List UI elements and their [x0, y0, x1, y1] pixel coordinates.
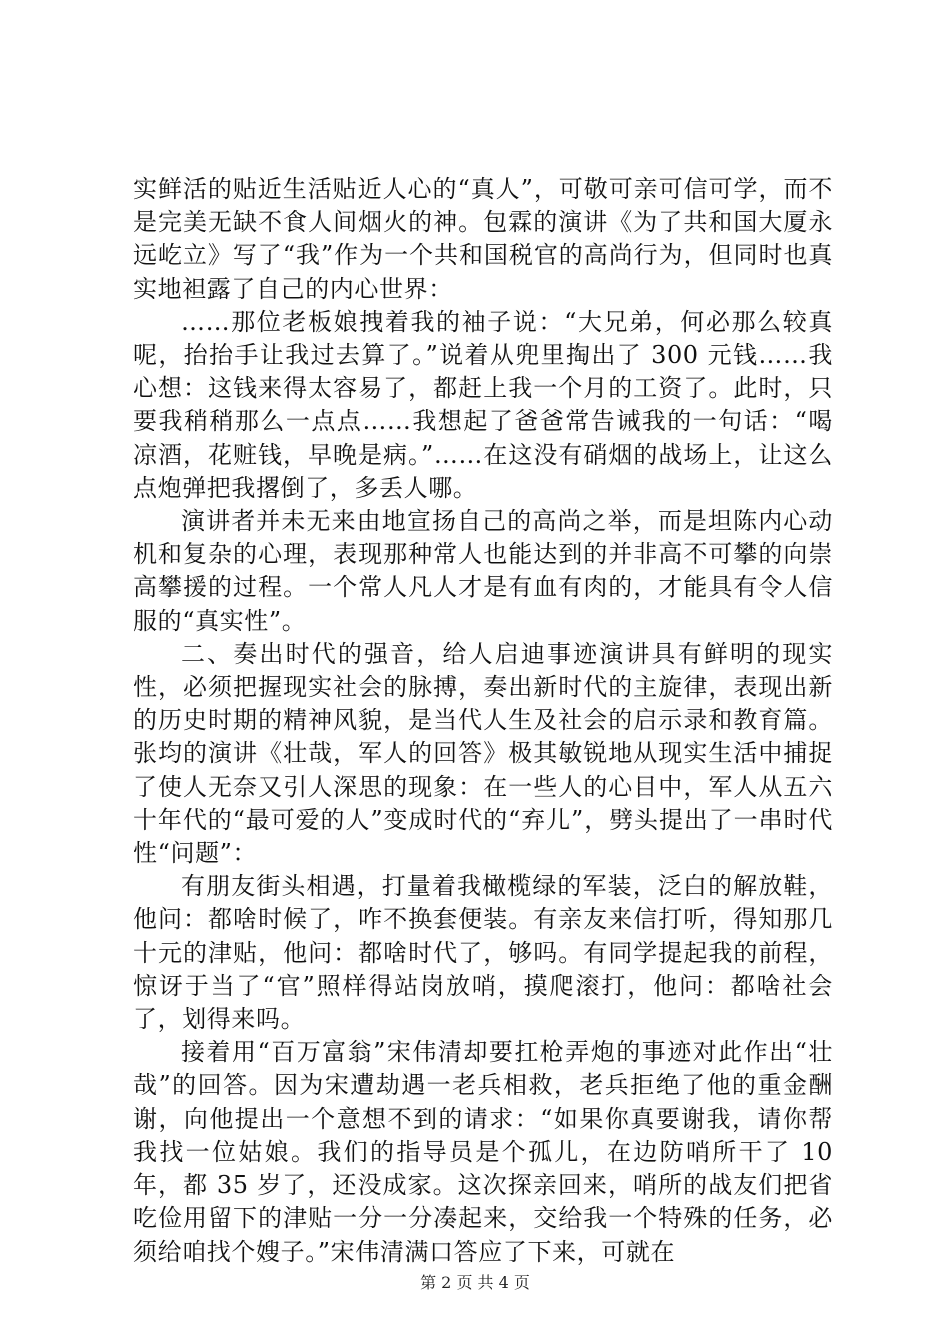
- paragraph-5: 有朋友街头相遇，打量着我橄榄绿的军装，泛白的解放鞋，他问：都啥时候了，咋不换套便装。有亲友来信打听，得知那几十元的津贴，他问：都啥时代了，够吗。有同学提起我的前程，惊讶于当了“官”照样得站岗放哨，摸爬滚打，他问：都啥社会了，划得来吗。: [133, 872, 833, 1034]
- paragraph-6: 接着用“百万富翁”宋伟清却要扛枪弄炮的事迹对此作出“壮哉”的回答。因为宋遭劫遇一老兵相救，老兵拒绝了他的重金酬谢，向他提出一个意想不到的请求：“如果你真要谢我，请你帮我找一位姑娘。我们的指导员是个孤儿，在边防哨所干了 10 年，都 35 岁了，还没成家。这次探亲回来，哨所的战友们把省吃俭用留下的津贴一分一分凑起来，交给我一个特殊的任务，必须给咱找个嫂子。”宋伟清满口答应了下来，可就在: [133, 1038, 833, 1266]
- paragraph-3: 演讲者并未无来由地宣扬自己的高尚之举，而是坦陈内心动机和复杂的心理，表现那种常人也能达到的并非高不可攀的向崇高攀援的过程。一个常人凡人才是有血有肉的，才能具有令人信服的“真实性”。: [133, 507, 833, 635]
- paragraph-2: ……那位老板娘拽着我的袖子说：“大兄弟，何必那么较真呢，抬抬手让我过去算了。”说着从兜里掏出了 300 元钱……我心想：这钱来得太容易了，都赶上我一个月的工资了。此时，只要我稍稍那么一点点……我想起了爸爸常告诫我的一句话：“喝凉酒，花赃钱，早晚是病。”……在这没有硝烟的战场上，让这么点炮弹把我撂倒了，多丢人哪。: [133, 307, 833, 502]
- body-text: [133, 173, 833, 1269]
- paragraph-1: 实鲜活的贴近生活贴近人心的“真人”，可敬可亲可信可学，而不是完美无缺不食人间烟火的神。包霖的演讲《为了共和国大厦永远屹立》写了“我”作为一个共和国税官的高尚行为，但同时也真实地袒露了自己的内心世界：: [133, 175, 833, 303]
- page-number-footer: 第 2 页 共 4 页: [420, 1273, 530, 1292]
- paragraph-4: 二、奏出时代的强音，给人启迪事迹演讲具有鲜明的现实性，必须把握现实社会的脉搏，奏出新时代的主旋律，表现出新的历史时期的精神风貌，是当代人生及社会的启示录和教育篇。张均的演讲《壮哉，军人的回答》极其敏锐地从现实生活中捕捉了使人无奈又引人深思的现象：在一些人的心目中，军人从五六十年代的“最可爱的人”变成时代的“弃儿”，劈头提出了一串时代性“问题”：: [133, 639, 833, 868]
